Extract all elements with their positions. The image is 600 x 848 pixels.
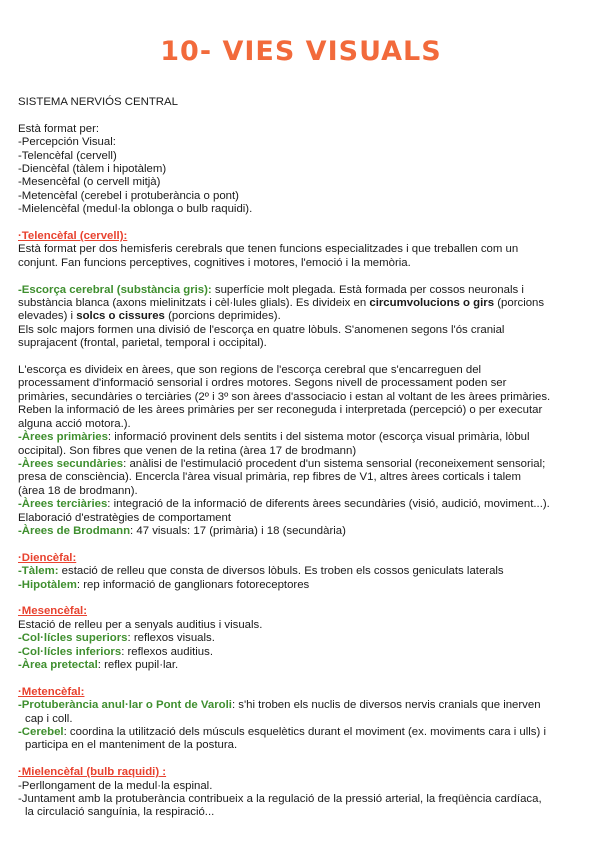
page-title: 10- VIES VISUALS [160,36,442,67]
term-label: -Àrea pretectal [18,658,98,671]
text: superfície molt plegada. Està formada per cossos neuronals i [211,283,524,296]
paragraph: primàries, secundàries o terciàries (2º i 3º son àrees d'associacio i estan al voltant de les àrees primàries. [18,390,551,403]
paragraph [18,646,584,659]
paragraph [18,726,584,739]
term-label: -Àrees terciàries [18,498,108,511]
paragraph [18,310,584,323]
paragraph: Elaboració d'estratègies de comportament [18,511,232,524]
text: : informació provinent dels sentits i del sistema motor (escorça visual primària, lòbul [107,431,530,444]
list-item: -Mielencèfal (medul·la oblonga o bulb raquidi). [18,203,253,216]
paragraph: conjunt. Fan funcions perceptives, cognitives i motores, l'emoció i la memòria. [18,256,411,269]
paragraph: -Perllongament de la medul·la espinal. [18,779,213,792]
text: : 47 visuals: 17 (primària) i 18 (secundària) [130,524,346,537]
paragraph [18,458,584,471]
term-label: -Àrees de Brodmann [18,524,131,537]
paragraph: suprajacent (frontal, parietal, temporal i occipital). [18,337,267,350]
text: : reflexos auditius. [121,645,213,658]
text: : integració de la informació de diferents àrees secundàries (visió, audició, moviment...). [107,498,550,511]
text: elevades) i [18,310,77,323]
paragraph: (àrea 18 de brodmann). [18,484,138,497]
section-heading-mielencefal: ·Mielencèfal (bulb raquidi) : [18,766,167,779]
paragraph: L'escorça es divideix en àrees, que son regions de l'escorça cerebral que s'encarreguen del [18,364,482,377]
text: : coordina la utilització dels músculs esquelètics durant el moviment (ex. moviments cara i ulls) i [63,725,546,738]
paragraph [18,498,584,511]
bold-term: solcs o cissures [76,310,165,323]
text: (porcions deprimides). [164,310,281,323]
paragraph: occipital). Son fibres que venen de la retina (àrea 17 de brodmann) [18,444,357,457]
document-body [18,96,584,820]
paragraph: Està format per dos hemisferis cerebrals que tenen funcions especialitzades i que treballen com un [18,243,519,256]
paragraph [18,659,584,672]
paragraph [18,632,584,645]
list-item: -Percepción Visual: [18,136,116,149]
paragraph: presa de consciència). Encercla l'àrea visual primària, rep fibres de V1, altres àrees corticals i talem [18,471,521,484]
term-label: -Tàlem: [18,565,59,578]
term-label: -Col·lícles superiors [18,632,128,645]
text: : reflex pupil·lar. [97,658,179,671]
paragraph: Està format per: [18,122,100,135]
paragraph: la circulació sanguínia, la respiració... [25,806,215,819]
term-label: -Escorça cerebral (substància gris): [18,283,212,296]
term-label: -Àrees secundàries [18,457,124,470]
paragraph: Reben la informació de les àrees primàries per ser reconeguda i interpretada (percepció) o per executar [18,404,543,417]
list-item: -Telencèfal (cervell) [18,149,117,162]
text: : reflexos visuals. [127,632,215,645]
paragraph [18,431,584,444]
paragraph: processament d'informació sensorial i ordres motores. Segons nivell de processament poden ser [18,377,507,390]
text: estació de relleu que consta de diversos lòbuls. Es troben els cossos geniculats laterals [58,565,504,578]
section-heading: SISTEMA NERVIÓS CENTRAL [18,96,178,108]
bold-term: circumvolucions o girs [369,297,495,310]
list-item: -Mesencèfal (o cervell mitjà) [18,176,161,189]
term-label: -Col·lícles inferiors [18,645,122,658]
paragraph [18,284,584,297]
term-label: -Àrees primàries [18,431,108,444]
paragraph: -Juntament amb la protuberància contribueix a la regulació de la pressió arterial, la freqüència cardíaca, [18,793,542,805]
term-label: -Cerebel [18,725,64,738]
list-item: -Metencèfal (cerebel i protuberància o pont) [18,189,239,202]
paragraph: Estació de relleu per a senyals auditius i visuals. [18,618,263,631]
text: : rep informació de ganglionars fotoreceptores [76,578,310,591]
paragraph: Els solc majors formen una divisió de l'escorça en quatre lòbuls. S'anomenen segons l'ós cranial [18,323,505,336]
term-label: -Hipotàlem [18,578,77,591]
text: : anàlisi de l'estimulació procedent d'un sistema sensorial (reconeixement sensorial; [123,457,546,470]
text: substància blanca (axons mielinitzats i cèl·lules glials). Es divideix en [18,297,370,310]
section-heading-telencefal: ·Telencèfal (cervell): [18,230,128,243]
list-item: -Diencèfal (tàlem i hipotàlem) [18,163,167,176]
term-label: -Protuberància anul·lar o Pont de Varoli [18,699,232,712]
paragraph: participa en el manteniment de la postura. [25,739,238,752]
section-heading-mesencefal: ·Mesencèfal: [18,605,88,618]
text: (porcions [494,297,545,310]
text: : s'hi troben els nuclis de diversos nervis cranials que inerven [231,699,541,712]
paragraph [18,297,584,310]
paragraph: cap i coll. [25,712,73,725]
paragraph: alguna acció motora.). [18,417,131,430]
paragraph [18,525,584,538]
paragraph [18,565,584,578]
section-heading-metencefal: ·Metencèfal: [18,685,85,698]
section-heading-diencefal: ·Diencèfal: [18,551,77,564]
paragraph [18,579,584,592]
paragraph [18,699,584,712]
